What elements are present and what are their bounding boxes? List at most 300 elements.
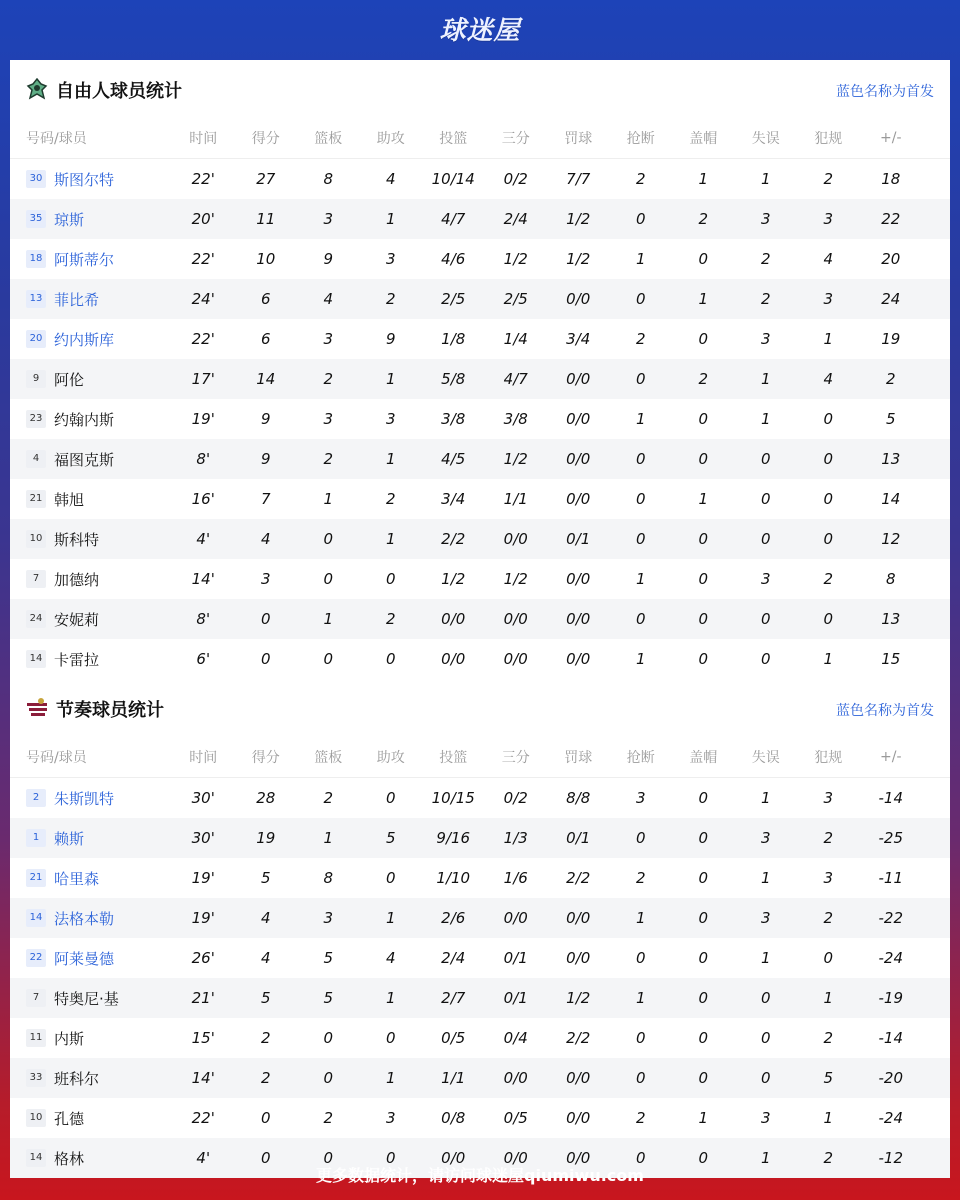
stat-cell: 12 [881, 530, 901, 548]
player-cell [10, 828, 172, 849]
stat-cell: 0/0 [503, 610, 528, 628]
jersey-number: 18 [26, 250, 46, 268]
stat-cell: 0/1 [566, 530, 591, 548]
column-header: 失误 [751, 131, 780, 147]
stat-cell: 0/0 [441, 1149, 466, 1167]
stat-cell: -19 [878, 989, 903, 1007]
stat-cell: 1 [698, 290, 709, 308]
stat-cell: 5 [885, 410, 896, 428]
player-name[interactable]: 阿莱曼德 [54, 949, 115, 968]
stat-cell: 20' [191, 210, 215, 228]
column-header: 抢断 [626, 750, 655, 766]
stat-cell: 3 [760, 1109, 771, 1127]
stat-cell: 0 [698, 1069, 709, 1087]
jersey-number: 33 [26, 1069, 46, 1087]
stat-cell: 2/4 [441, 949, 466, 967]
stat-cell: 0 [260, 610, 271, 628]
brand-logo: 球迷屋 [439, 16, 521, 46]
column-header: +/- [880, 130, 902, 146]
jersey-number: 13 [26, 290, 46, 308]
stat-cell: 5 [323, 949, 334, 967]
stat-cell: -20 [878, 1069, 903, 1087]
column-header: 号码/球员 [26, 750, 87, 766]
player-row [10, 778, 950, 818]
stat-cell: 26' [191, 949, 215, 967]
stat-cell: -11 [878, 869, 903, 887]
stat-cell: 0/0 [441, 610, 466, 628]
stat-cell: 0 [698, 1149, 709, 1167]
stat-cell: 10/14 [431, 170, 475, 188]
stat-cell: 18 [881, 170, 901, 188]
stat-cell: -22 [878, 909, 903, 927]
player-name[interactable]: 琼斯 [54, 210, 85, 229]
stats-panel [10, 60, 950, 1168]
stat-cell: 0 [323, 650, 334, 668]
player-name: 阿伦 [54, 370, 85, 389]
player-row [10, 1058, 950, 1098]
stat-cell: 6' [196, 650, 211, 668]
player-cell [10, 569, 172, 590]
stat-cell: 5 [385, 829, 396, 847]
stat-cell: 0/0 [503, 1149, 528, 1167]
stat-cell: 2/7 [441, 989, 466, 1007]
stat-cell: 9 [260, 450, 271, 468]
stat-cell: 0 [323, 1069, 334, 1087]
player-name: 斯科特 [54, 530, 100, 549]
stat-cell: 1 [385, 1069, 396, 1087]
player-name[interactable]: 斯图尔特 [54, 170, 115, 189]
stat-cell: 2 [760, 290, 771, 308]
stat-cell: 19' [191, 869, 215, 887]
stat-cell: 0 [635, 210, 646, 228]
stat-cell: 4/6 [441, 250, 466, 268]
jersey-number: 1 [26, 829, 46, 847]
player-row [10, 1098, 950, 1138]
column-header: 犯规 [814, 750, 843, 766]
player-name[interactable]: 阿斯蒂尔 [54, 250, 115, 269]
stat-cell: 30' [191, 789, 215, 807]
stat-cell: 4 [823, 370, 834, 388]
player-cell [10, 169, 172, 190]
stat-cell: 0 [760, 989, 771, 1007]
stat-cell: 0 [260, 1109, 271, 1127]
stat-cell: 1 [760, 370, 771, 388]
stat-cell: 0/0 [566, 1069, 591, 1087]
footer-text: 更多数据统计，请访问球迷屋qiumiwu.com [316, 1166, 644, 1185]
stat-cell: 1 [385, 530, 396, 548]
stat-cell: 1/8 [441, 330, 466, 348]
stat-cell: 17' [191, 370, 215, 388]
stat-cell: 22' [191, 250, 215, 268]
stat-cell: 2/6 [441, 909, 466, 927]
stat-cell: 0 [760, 490, 771, 508]
stat-cell: 4/5 [441, 450, 466, 468]
stat-cell: 1 [760, 949, 771, 967]
stat-cell: 3 [760, 909, 771, 927]
stat-cell: 0/2 [503, 170, 528, 188]
player-name: 格林 [54, 1149, 85, 1168]
stat-cell: 1 [698, 490, 709, 508]
stat-cell: 0/0 [566, 570, 591, 588]
stat-cell: 4 [385, 949, 396, 967]
player-cell [10, 948, 172, 969]
stat-cell: 0/2 [503, 789, 528, 807]
stat-cell: 3 [323, 210, 334, 228]
stat-cell: 0 [698, 610, 709, 628]
stat-cell: 0 [698, 410, 709, 428]
player-name: 约翰内斯 [54, 410, 115, 429]
stat-cell: 2 [323, 370, 334, 388]
stat-cell: -24 [878, 949, 903, 967]
stat-cell: 11 [256, 210, 276, 228]
column-header: 得分 [251, 131, 280, 147]
stat-cell: 0/0 [566, 909, 591, 927]
stat-cell: 0/0 [566, 1149, 591, 1167]
column-header: 得分 [251, 750, 280, 766]
stat-cell: 1 [635, 570, 646, 588]
column-header: 罚球 [564, 131, 593, 147]
stat-cell: 0 [760, 450, 771, 468]
stat-cell: 0 [698, 1029, 709, 1047]
jersey-number: 35 [26, 210, 46, 228]
stat-cell: 22 [881, 210, 901, 228]
stat-cell: 5 [260, 989, 271, 1007]
stat-cell: 3 [760, 210, 771, 228]
stat-cell: 2 [760, 250, 771, 268]
stat-cell: 0 [635, 290, 646, 308]
stat-cell: 2 [698, 370, 709, 388]
column-header: 篮板 [314, 131, 343, 147]
jersey-number: 23 [26, 410, 46, 428]
stat-cell: 14 [881, 490, 901, 508]
stat-cell: 24 [881, 290, 901, 308]
column-header: 助攻 [376, 750, 405, 766]
player-name[interactable]: 赖斯 [54, 829, 85, 848]
stat-cell: 0/5 [503, 1109, 528, 1127]
stat-cell: 22' [191, 170, 215, 188]
stat-cell: 0 [323, 1149, 334, 1167]
stat-cell: 0 [698, 570, 709, 588]
player-row [10, 199, 950, 239]
stat-cell: 2/5 [441, 290, 466, 308]
jersey-number: 10 [26, 1109, 46, 1127]
stat-cell: 0 [635, 610, 646, 628]
player-row [10, 938, 950, 978]
column-header: 投篮 [439, 750, 468, 766]
player-name[interactable]: 哈里森 [54, 869, 100, 888]
stat-cell: 2/2 [566, 869, 591, 887]
player-name: 安妮莉 [54, 610, 100, 629]
stat-cell: 0 [635, 949, 646, 967]
player-name: 加德纳 [54, 570, 100, 589]
stat-cell: 0 [635, 370, 646, 388]
stat-cell: 0/1 [566, 829, 591, 847]
stat-cell: 1 [385, 370, 396, 388]
player-cell [10, 649, 172, 670]
stat-cell: 3 [760, 829, 771, 847]
column-header: 失误 [751, 750, 780, 766]
player-name: 内斯 [54, 1029, 85, 1048]
stat-cell: 9 [260, 410, 271, 428]
stat-cell: 1 [823, 1109, 834, 1127]
stat-cell: 5 [260, 869, 271, 887]
stat-cell: 2 [823, 570, 834, 588]
stat-cell: 28 [256, 789, 276, 807]
stat-cell: 1 [635, 909, 646, 927]
stat-cell: 0 [698, 250, 709, 268]
player-name[interactable]: 菲比希 [54, 290, 100, 309]
stat-cell: 1 [385, 450, 396, 468]
stat-cell: 2 [323, 450, 334, 468]
jersey-number: 4 [26, 450, 46, 468]
player-row [10, 519, 950, 559]
player-row [10, 639, 950, 679]
column-header: 三分 [501, 750, 530, 766]
stat-cell: 2 [323, 789, 334, 807]
player-row [10, 858, 950, 898]
stat-cell: 14' [191, 570, 215, 588]
stat-cell: 1 [760, 789, 771, 807]
stat-cell: 19' [191, 909, 215, 927]
stat-cell: 3 [635, 789, 646, 807]
column-header: 三分 [501, 131, 530, 147]
stat-cell: 3 [823, 210, 834, 228]
jersey-number: 9 [26, 370, 46, 388]
stat-cell: 1/1 [503, 490, 528, 508]
stat-cell: 0 [823, 530, 834, 548]
stat-cell: 0 [260, 1149, 271, 1167]
stat-cell: -14 [878, 1029, 903, 1047]
stat-cell: 1/2 [441, 570, 466, 588]
stat-cell: 2/5 [503, 290, 528, 308]
stat-cell: 1 [760, 869, 771, 887]
stat-cell: 2 [323, 1109, 334, 1127]
jersey-number: 21 [26, 869, 46, 887]
stat-cell: 0 [698, 330, 709, 348]
stat-cell: 8 [885, 570, 896, 588]
stat-cell: 3/4 [566, 330, 591, 348]
stat-cell: 19 [256, 829, 276, 847]
stat-cell: 1 [760, 170, 771, 188]
stat-cell: 1/1 [441, 1069, 466, 1087]
stat-cell: 0 [385, 650, 396, 668]
stat-cell: 0/0 [566, 490, 591, 508]
stat-cell: 8 [323, 170, 334, 188]
stat-cell: 1 [323, 610, 334, 628]
player-cell [10, 609, 172, 630]
stat-cell: 0/0 [566, 370, 591, 388]
player-name[interactable]: 法格本勒 [54, 909, 115, 928]
player-row [10, 399, 950, 439]
stat-cell: 0 [760, 530, 771, 548]
stat-cell: 2 [823, 829, 834, 847]
stat-cell: 1 [698, 1109, 709, 1127]
stat-cell: 3 [823, 789, 834, 807]
stat-cell: 0 [635, 829, 646, 847]
stat-cell: 0 [635, 450, 646, 468]
stat-cell: 0 [635, 1149, 646, 1167]
stat-cell: 0/0 [441, 650, 466, 668]
column-header: 犯规 [814, 131, 843, 147]
stat-cell: 2 [635, 330, 646, 348]
stat-cell: 2 [385, 490, 396, 508]
stat-cell: 0 [823, 490, 834, 508]
stat-cell: 0 [698, 789, 709, 807]
stat-cell: 1/2 [566, 250, 591, 268]
player-name[interactable]: 朱斯凯特 [54, 789, 115, 808]
player-cell [10, 788, 172, 809]
player-row [10, 239, 950, 279]
stat-cell: 1/4 [503, 330, 528, 348]
stat-cell: 8 [323, 869, 334, 887]
stat-cell: 1 [760, 1149, 771, 1167]
stat-cell: 2 [260, 1029, 271, 1047]
stat-cell: -25 [878, 829, 903, 847]
stat-cell: 9 [323, 250, 334, 268]
player-row [10, 279, 950, 319]
jersey-number: 30 [26, 170, 46, 188]
player-name: 特奥尼·基 [54, 989, 119, 1008]
stat-cell: 7 [260, 490, 271, 508]
jersey-number: 21 [26, 490, 46, 508]
player-cell [10, 409, 172, 430]
stat-cell: 20 [881, 250, 901, 268]
stat-cell: 0/0 [566, 650, 591, 668]
stat-cell: 1 [823, 330, 834, 348]
player-cell [10, 249, 172, 270]
stat-cell: 4 [260, 909, 271, 927]
stat-cell: 9/16 [436, 829, 471, 847]
stat-cell: 4 [260, 949, 271, 967]
player-name[interactable]: 约内斯库 [54, 330, 115, 349]
player-cell [10, 988, 172, 1009]
stat-cell: 2 [823, 170, 834, 188]
jersey-number: 7 [26, 989, 46, 1007]
column-header: 盖帽 [689, 131, 718, 147]
stat-cell: 10/15 [431, 789, 475, 807]
stat-cell: 3 [323, 410, 334, 428]
stat-cell: 2/4 [503, 210, 528, 228]
column-header: 篮板 [314, 750, 343, 766]
stat-cell: 0 [635, 530, 646, 548]
jersey-number: 10 [26, 530, 46, 548]
stat-cell: 1 [823, 989, 834, 1007]
stat-cell: 2 [260, 1069, 271, 1087]
stat-cell: 1/2 [566, 989, 591, 1007]
jersey-number: 11 [26, 1029, 46, 1047]
stat-cell: 21' [191, 989, 215, 1007]
stat-cell: 2 [698, 210, 709, 228]
stat-cell: 3/4 [441, 490, 466, 508]
stat-cell: 1 [760, 410, 771, 428]
player-row [10, 559, 950, 599]
player-cell [10, 1108, 172, 1129]
stat-cell: 0/5 [441, 1029, 466, 1047]
stat-cell: 19' [191, 410, 215, 428]
column-header: 助攻 [376, 131, 405, 147]
stat-cell: 2 [823, 909, 834, 927]
stat-cell: 0 [385, 1029, 396, 1047]
stat-cell: 1/3 [503, 829, 528, 847]
stat-cell: 8' [196, 610, 211, 628]
player-cell [10, 908, 172, 929]
player-row [10, 818, 950, 858]
stat-cell: 0 [823, 410, 834, 428]
player-row [10, 479, 950, 519]
stat-cell: 0/0 [503, 650, 528, 668]
stat-cell: 1 [323, 490, 334, 508]
stat-cell: 0 [323, 570, 334, 588]
stat-cell: 3 [260, 570, 271, 588]
team-section-header [10, 679, 950, 737]
stat-cell: 0 [323, 1029, 334, 1047]
stat-cell: 6 [260, 330, 271, 348]
jersey-number: 14 [26, 909, 46, 927]
stat-cell: 3 [760, 570, 771, 588]
jersey-number: 14 [26, 650, 46, 668]
jersey-number: 20 [26, 330, 46, 348]
stat-cell: 0/4 [503, 1029, 528, 1047]
stat-cell: 0/0 [503, 909, 528, 927]
column-header: 时间 [189, 131, 218, 147]
jersey-number: 24 [26, 610, 46, 628]
stat-cell: 0 [698, 829, 709, 847]
column-header: +/- [880, 749, 902, 765]
stat-cell: 1 [385, 909, 396, 927]
stat-cell: 0/0 [503, 530, 528, 548]
stat-cell: 30' [191, 829, 215, 847]
stat-cell: 0 [698, 909, 709, 927]
player-cell [10, 1028, 172, 1049]
stat-cell: -14 [878, 789, 903, 807]
jersey-number: 7 [26, 570, 46, 588]
stat-cell: 4 [260, 530, 271, 548]
team-section-2 [10, 679, 950, 1178]
stat-cell: 0/0 [503, 1069, 528, 1087]
stat-cell: 3/8 [503, 410, 528, 428]
stat-cell: 0 [385, 570, 396, 588]
stat-cell: 0 [698, 949, 709, 967]
stat-cell: 0 [698, 989, 709, 1007]
stat-cell: 3 [823, 290, 834, 308]
stat-cell: 19 [881, 330, 901, 348]
stat-cell: 13 [881, 450, 901, 468]
stat-cell: 4/7 [441, 210, 466, 228]
player-name: 福图克斯 [54, 450, 115, 469]
team-title: 节奏球员统计 [56, 700, 164, 721]
player-cell [10, 209, 172, 230]
player-row [10, 1018, 950, 1058]
stat-cell: 0 [385, 789, 396, 807]
stat-cell: 1 [385, 210, 396, 228]
stat-cell: 3 [385, 250, 396, 268]
stat-cell: 0/8 [441, 1109, 466, 1127]
jersey-number: 2 [26, 789, 46, 807]
stat-cell: 0 [698, 450, 709, 468]
player-row [10, 599, 950, 639]
stat-cell: 0 [635, 1069, 646, 1087]
stat-cell: 22' [191, 1109, 215, 1127]
stat-cell: 0 [698, 869, 709, 887]
stat-cell: 5 [823, 1069, 834, 1087]
stat-cell: 3/8 [441, 410, 466, 428]
player-name: 卡雷拉 [54, 650, 100, 669]
stat-cell: 15 [881, 650, 901, 668]
stat-cell: 2/2 [441, 530, 466, 548]
stat-cell: 4 [823, 250, 834, 268]
stat-cell: 0/0 [566, 610, 591, 628]
stat-cell: 0/0 [566, 410, 591, 428]
